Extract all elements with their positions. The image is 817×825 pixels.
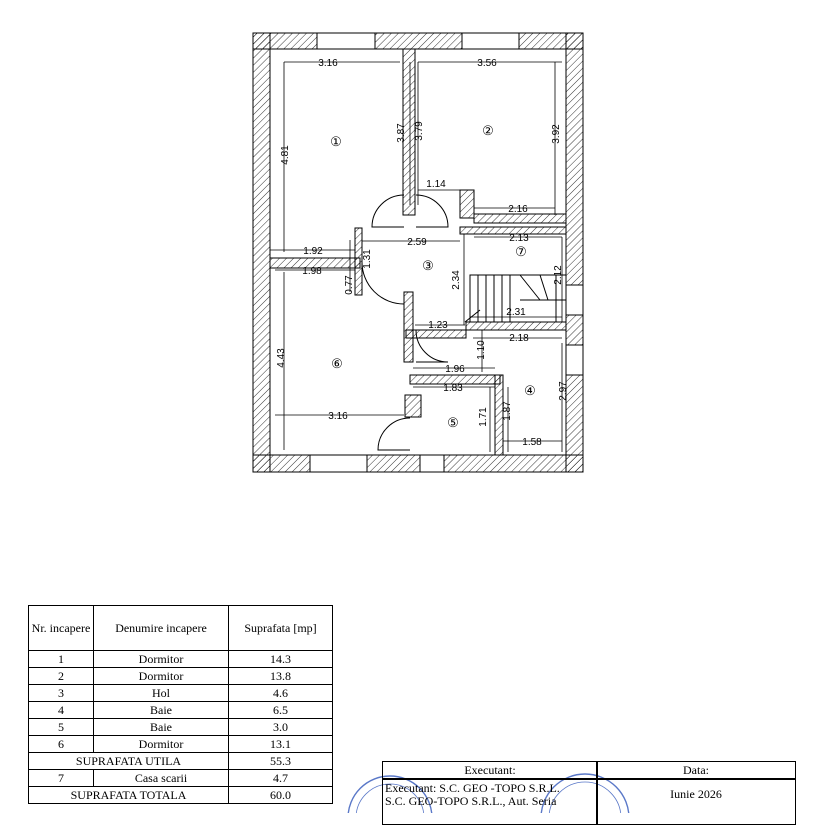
dim-label: 4.81	[280, 145, 291, 165]
dim-label: 1.23	[428, 320, 448, 331]
row-name: Dormitor	[94, 736, 229, 753]
row-name: Hol	[94, 685, 229, 702]
util-row	[29, 753, 333, 770]
table-row	[29, 719, 333, 736]
executant-header: Executant:	[464, 763, 516, 777]
dim-label: 3.16	[328, 411, 348, 422]
row-area: 6.5	[229, 702, 333, 719]
row-name: Dormitor	[94, 668, 229, 685]
row-nr: 3	[29, 685, 94, 702]
date-value: Iunie 2026	[670, 787, 722, 801]
dim-label: 1.58	[522, 437, 542, 448]
dim-label: 3.87	[396, 123, 407, 143]
row-nr: 4	[29, 702, 94, 719]
executant-line-1: Executant: S.C. GEO -TOPO S.R.L.	[385, 781, 560, 795]
dim-label: 3.16	[318, 58, 338, 69]
dim-label: 2.34	[451, 270, 462, 290]
dim-label: 2.18	[509, 333, 529, 344]
row-nr: 6	[29, 736, 94, 753]
table-row	[29, 685, 333, 702]
dim-label: 2.12	[553, 265, 564, 285]
dim-label: 2.97	[558, 381, 569, 401]
executant-body-cell	[382, 778, 598, 825]
stair-name: Casa scarii	[94, 770, 229, 787]
room-label-5: ⑤	[447, 415, 459, 430]
dim-label: 2.13	[509, 233, 529, 244]
total-label: SUPRAFATA TOTALA	[29, 787, 229, 804]
room-label-3: ③	[422, 258, 434, 273]
row-area: 13.8	[229, 668, 333, 685]
dim-label: 1.83	[443, 383, 463, 394]
dim-label: 3.79	[414, 121, 425, 141]
dim-label: 3.56	[477, 58, 497, 69]
dim-label: 0.77	[344, 275, 355, 295]
room-label-4: ④	[524, 383, 536, 398]
row-nr: 2	[29, 668, 94, 685]
row-name: Baie	[94, 719, 229, 736]
room-label-6: ⑥	[331, 356, 343, 371]
room-label-7: ⑦	[515, 244, 527, 259]
date-header: Data:	[683, 763, 709, 777]
table-row	[29, 651, 333, 668]
total-area: 60.0	[229, 787, 333, 804]
dim-label: 1.92	[303, 246, 323, 257]
dim-label: 4.43	[276, 348, 287, 368]
dim-label: 1.96	[445, 364, 465, 375]
dim-label: 1.10	[476, 340, 487, 360]
executant-line-2: S.C. GEO-TOPO S.R.L., Aut. Seria	[385, 794, 557, 808]
util-label: SUPRAFATA UTILA	[29, 753, 229, 770]
dim-label: 2.31	[506, 307, 526, 318]
row-area: 13.1	[229, 736, 333, 753]
row-nr: 1	[29, 651, 94, 668]
dim-label: 1.98	[302, 266, 322, 277]
executant-box	[382, 761, 796, 821]
util-area: 55.3	[229, 753, 333, 770]
date-body-cell	[596, 778, 796, 825]
table-row	[29, 702, 333, 719]
header-name: Denumire incapere	[94, 606, 229, 651]
row-area: 4.6	[229, 685, 333, 702]
table-row	[29, 736, 333, 753]
dim-label: 1.31	[362, 249, 373, 269]
dim-label: 2.16	[508, 204, 528, 215]
row-area: 14.3	[229, 651, 333, 668]
table-row	[29, 668, 333, 685]
row-nr: 5	[29, 719, 94, 736]
windows	[310, 33, 583, 472]
dim-label: 1.71	[478, 407, 489, 427]
stair-row	[29, 770, 333, 787]
dim-label: 1.87	[502, 401, 513, 421]
row-name: Baie	[94, 702, 229, 719]
room-area-table	[28, 605, 333, 804]
total-row	[29, 787, 333, 804]
stair-area: 4.7	[229, 770, 333, 787]
room-label-2: ②	[482, 123, 494, 138]
room-label-1: ①	[330, 134, 342, 149]
header-area: Suprafata [mp]	[229, 606, 333, 651]
row-name: Dormitor	[94, 651, 229, 668]
dim-label: 1.14	[426, 179, 446, 190]
row-area: 3.0	[229, 719, 333, 736]
header-nr: Nr. incapere	[29, 606, 94, 651]
dim-label: 3.92	[551, 124, 562, 144]
dim-label: 2.59	[407, 237, 427, 248]
stair-nr: 7	[29, 770, 94, 787]
